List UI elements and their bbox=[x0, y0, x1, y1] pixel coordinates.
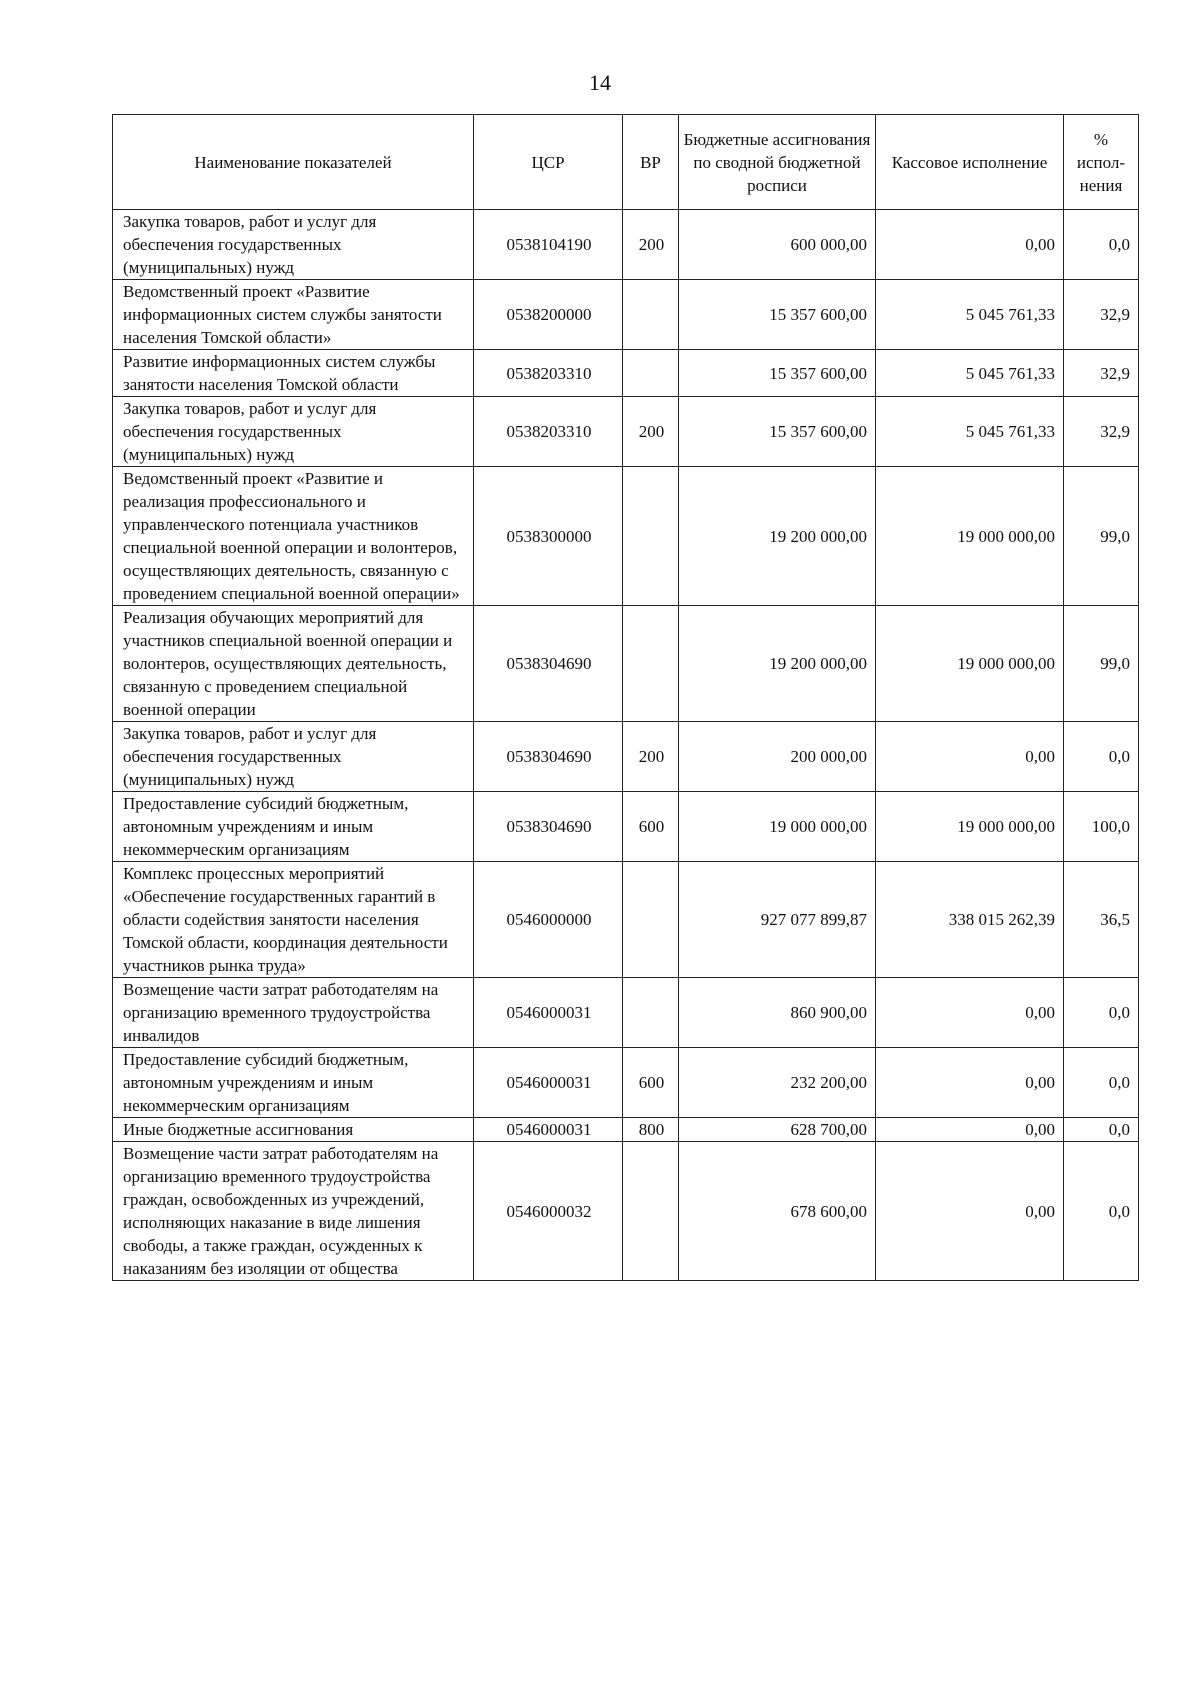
cell-csr: 0538300000 bbox=[474, 467, 623, 606]
cell-budget: 232 200,00 bbox=[679, 1048, 876, 1118]
table-row bbox=[113, 280, 1139, 350]
cell-budget: 15 357 600,00 bbox=[679, 350, 876, 397]
table-row bbox=[113, 1048, 1139, 1118]
cell-csr: 0538304690 bbox=[474, 722, 623, 792]
header-vr: ВР bbox=[623, 115, 679, 210]
cell-name: Предоставление субсидий бюджетным, автономным учреждениям и иным некоммерческим организациям bbox=[113, 792, 474, 862]
table-row bbox=[113, 467, 1139, 606]
table-row bbox=[113, 792, 1139, 862]
page-number: 14 bbox=[589, 70, 611, 95]
cell-budget: 19 000 000,00 bbox=[679, 792, 876, 862]
cell-csr: 0538200000 bbox=[474, 280, 623, 350]
table-row bbox=[113, 722, 1139, 792]
cell-budget: 19 200 000,00 bbox=[679, 606, 876, 722]
cell-vr: 600 bbox=[623, 792, 679, 862]
cell-vr bbox=[623, 467, 679, 606]
cell-name: Возмещение части затрат работодателям на организацию временного трудоустройства инвалидов bbox=[113, 978, 474, 1048]
cell-cash: 338 015 262,39 bbox=[876, 862, 1064, 978]
cell-vr: 800 bbox=[623, 1118, 679, 1142]
header-cash: Кассовое исполнение bbox=[876, 115, 1064, 210]
cell-csr: 0538104190 bbox=[474, 210, 623, 280]
header-pct: % испол-нения bbox=[1064, 115, 1139, 210]
cell-budget: 15 357 600,00 bbox=[679, 397, 876, 467]
cell-cash: 5 045 761,33 bbox=[876, 280, 1064, 350]
cell-name: Развитие информационных систем службы занятости населения Томской области bbox=[113, 350, 474, 397]
cell-pct: 0,0 bbox=[1064, 1142, 1139, 1281]
cell-cash: 0,00 bbox=[876, 978, 1064, 1048]
cell-cash: 5 045 761,33 bbox=[876, 397, 1064, 467]
cell-pct: 0,0 bbox=[1064, 1118, 1139, 1142]
cell-name: Закупка товаров, работ и услуг для обеспечения государственных (муниципальных) нужд bbox=[113, 722, 474, 792]
cell-budget: 600 000,00 bbox=[679, 210, 876, 280]
cell-name: Возмещение части затрат работодателям на организацию временного трудоустройства граждан, освобожденных из учреждений, исполняющих наказание в виде лишения свободы, а также граждан, осужденных к наказаниям без изоляции от общества bbox=[113, 1142, 474, 1281]
header-name: Наименование показателей bbox=[113, 115, 474, 210]
cell-csr: 0538203310 bbox=[474, 397, 623, 467]
header-csr: ЦСР bbox=[474, 115, 623, 210]
cell-name: Ведомственный проект «Развитие информационных систем службы занятости населения Томской области» bbox=[113, 280, 474, 350]
cell-csr: 0538304690 bbox=[474, 606, 623, 722]
header-budget: Бюджетные ассигнования по сводной бюджетной росписи bbox=[679, 115, 876, 210]
cell-csr: 0546000031 bbox=[474, 1118, 623, 1142]
cell-cash: 19 000 000,00 bbox=[876, 467, 1064, 606]
cell-vr bbox=[623, 280, 679, 350]
cell-pct: 32,9 bbox=[1064, 397, 1139, 467]
cell-vr bbox=[623, 978, 679, 1048]
cell-vr: 200 bbox=[623, 210, 679, 280]
cell-pct: 100,0 bbox=[1064, 792, 1139, 862]
cell-pct: 32,9 bbox=[1064, 350, 1139, 397]
cell-vr bbox=[623, 350, 679, 397]
cell-pct: 36,5 bbox=[1064, 862, 1139, 978]
cell-csr: 0546000032 bbox=[474, 1142, 623, 1281]
cell-name: Реализация обучающих мероприятий для участников специальной военной операции и волонтеров, осуществляющих деятельность, связанную с проведением специальной военной операции bbox=[113, 606, 474, 722]
cell-pct: 0,0 bbox=[1064, 722, 1139, 792]
cell-pct: 0,0 bbox=[1064, 1048, 1139, 1118]
cell-csr: 0538304690 bbox=[474, 792, 623, 862]
cell-csr: 0546000031 bbox=[474, 978, 623, 1048]
table-row bbox=[113, 606, 1139, 722]
cell-cash: 19 000 000,00 bbox=[876, 792, 1064, 862]
cell-name: Закупка товаров, работ и услуг для обеспечения государственных (муниципальных) нужд bbox=[113, 210, 474, 280]
table-row bbox=[113, 862, 1139, 978]
cell-csr: 0546000031 bbox=[474, 1048, 623, 1118]
cell-pct: 99,0 bbox=[1064, 606, 1139, 722]
budget-execution-table bbox=[112, 114, 1139, 1281]
table-row bbox=[113, 1142, 1139, 1281]
cell-budget: 927 077 899,87 bbox=[679, 862, 876, 978]
cell-budget: 200 000,00 bbox=[679, 722, 876, 792]
cell-cash: 0,00 bbox=[876, 722, 1064, 792]
cell-vr bbox=[623, 1142, 679, 1281]
cell-vr bbox=[623, 606, 679, 722]
cell-vr: 200 bbox=[623, 722, 679, 792]
cell-pct: 99,0 bbox=[1064, 467, 1139, 606]
cell-vr: 200 bbox=[623, 397, 679, 467]
cell-cash: 0,00 bbox=[876, 1118, 1064, 1142]
cell-budget: 19 200 000,00 bbox=[679, 467, 876, 606]
cell-pct: 32,9 bbox=[1064, 280, 1139, 350]
table-row bbox=[113, 350, 1139, 397]
cell-budget: 678 600,00 bbox=[679, 1142, 876, 1281]
table-row bbox=[113, 210, 1139, 280]
cell-pct: 0,0 bbox=[1064, 978, 1139, 1048]
cell-cash: 19 000 000,00 bbox=[876, 606, 1064, 722]
cell-budget: 860 900,00 bbox=[679, 978, 876, 1048]
table-header-row bbox=[113, 115, 1139, 210]
table-row bbox=[113, 1118, 1139, 1142]
cell-name: Иные бюджетные ассигнования bbox=[113, 1118, 474, 1142]
cell-pct: 0,0 bbox=[1064, 210, 1139, 280]
cell-cash: 0,00 bbox=[876, 1142, 1064, 1281]
cell-cash: 0,00 bbox=[876, 210, 1064, 280]
cell-csr: 0546000000 bbox=[474, 862, 623, 978]
cell-vr: 600 bbox=[623, 1048, 679, 1118]
cell-cash: 0,00 bbox=[876, 1048, 1064, 1118]
cell-csr: 0538203310 bbox=[474, 350, 623, 397]
cell-name: Предоставление субсидий бюджетным, автономным учреждениям и иным некоммерческим организациям bbox=[113, 1048, 474, 1118]
cell-name: Закупка товаров, работ и услуг для обеспечения государственных (муниципальных) нужд bbox=[113, 397, 474, 467]
cell-budget: 628 700,00 bbox=[679, 1118, 876, 1142]
table-row bbox=[113, 397, 1139, 467]
cell-budget: 15 357 600,00 bbox=[679, 280, 876, 350]
cell-vr bbox=[623, 862, 679, 978]
table-row bbox=[113, 978, 1139, 1048]
cell-name: Комплекс процессных мероприятий «Обеспечение государственных гарантий в области содействия занятости населения Томской области, координация деятельности участников рынка труда» bbox=[113, 862, 474, 978]
cell-cash: 5 045 761,33 bbox=[876, 350, 1064, 397]
cell-name: Ведомственный проект «Развитие и реализация профессионального и управленческого потенциала участников специальной военной операции и волонтеров, осуществляющих деятельность, связанную с проведением специальной военной операции» bbox=[113, 467, 474, 606]
